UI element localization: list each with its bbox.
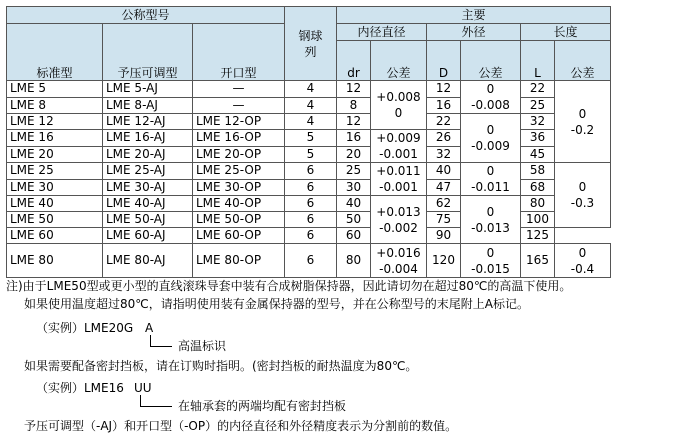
columns-cell: 6 bbox=[285, 179, 337, 196]
standard-cell: LME 5 bbox=[7, 81, 103, 98]
example-1-mark: A bbox=[145, 321, 154, 335]
aj-cell: LME 50-AJ bbox=[103, 212, 193, 228]
header-dr: dr bbox=[337, 41, 371, 81]
columns-cell: 6 bbox=[285, 196, 337, 212]
header-D: D bbox=[427, 41, 461, 81]
aj-cell: LME 60-AJ bbox=[103, 228, 193, 244]
L-cell: 68 bbox=[521, 179, 555, 196]
table-row bbox=[7, 244, 611, 278]
D-tolerance-cell: 0 -0.011 bbox=[461, 163, 521, 196]
D-tolerance-cell: 0 -0.015 bbox=[461, 244, 521, 278]
dr-cell: 8 bbox=[337, 97, 371, 114]
table-row bbox=[7, 228, 611, 244]
example-2-mark: UU bbox=[134, 381, 152, 395]
D-cell: 120 bbox=[427, 244, 461, 278]
D-cell: 62 bbox=[427, 196, 461, 212]
L-cell: 125 bbox=[521, 228, 555, 244]
standard-cell: LME 60 bbox=[7, 228, 103, 244]
D-cell: 12 bbox=[427, 81, 461, 98]
header-preload-adjustable: 予压可调型 bbox=[103, 24, 193, 81]
L-tolerance-cell: 0 -0.4 bbox=[555, 244, 611, 278]
header-L-tolerance: 公差 bbox=[555, 41, 611, 81]
dr-cell: 16 bbox=[337, 130, 371, 147]
dr-tolerance-cell: +0.008 0 bbox=[371, 81, 427, 130]
op-cell: — bbox=[193, 97, 285, 114]
standard-cell: LME 12 bbox=[7, 114, 103, 130]
aj-cell: LME 12-AJ bbox=[103, 114, 193, 130]
D-cell: 32 bbox=[427, 146, 461, 163]
table-row bbox=[7, 114, 611, 130]
dr-cell: 20 bbox=[337, 146, 371, 163]
op-cell: LME 50-OP bbox=[193, 212, 285, 228]
header-standard: 标准型 bbox=[7, 24, 103, 81]
standard-cell: LME 30 bbox=[7, 179, 103, 196]
D-tolerance-cell: 0 -0.009 bbox=[461, 114, 521, 163]
dr-cell: 12 bbox=[337, 114, 371, 130]
header-nominal-model: 公称型号 bbox=[7, 7, 285, 24]
table-row bbox=[7, 163, 611, 180]
standard-cell: LME 40 bbox=[7, 196, 103, 212]
columns-cell: 4 bbox=[285, 114, 337, 130]
example-2-label: （实例）LME16 bbox=[36, 381, 124, 395]
L-cell: 80 bbox=[521, 196, 555, 212]
table-row bbox=[7, 130, 611, 147]
header-outer-diameter: 外径 bbox=[427, 24, 521, 41]
header-main: 主要 bbox=[337, 7, 611, 24]
dr-tolerance-cell: +0.013 -0.002 bbox=[371, 196, 427, 244]
example-2-desc: 在轴承套的两端均配有密封挡板 bbox=[178, 399, 347, 413]
aj-cell: LME 30-AJ bbox=[103, 179, 193, 196]
op-cell: LME 40-OP bbox=[193, 196, 285, 212]
L-cell: 36 bbox=[521, 130, 555, 147]
header-D-tolerance: 公差 bbox=[461, 41, 521, 81]
aj-cell: LME 8-AJ bbox=[103, 97, 193, 114]
columns-cell: 4 bbox=[285, 81, 337, 98]
D-cell: 90 bbox=[427, 228, 461, 244]
example-2-leader-horizontal bbox=[140, 406, 172, 407]
dr-cell: 30 bbox=[337, 179, 371, 196]
example-1-leader-horizontal bbox=[150, 346, 172, 347]
dr-cell: 25 bbox=[337, 163, 371, 180]
L-cell: 25 bbox=[521, 97, 555, 114]
L-cell: 100 bbox=[521, 212, 555, 228]
aj-cell: LME 20-AJ bbox=[103, 146, 193, 163]
table-row bbox=[7, 146, 611, 163]
columns-cell: 5 bbox=[285, 146, 337, 163]
dr-tolerance-cell: +0.011 -0.001 bbox=[371, 163, 427, 196]
op-cell: LME 12-OP bbox=[193, 114, 285, 130]
D-cell: 16 bbox=[427, 97, 461, 114]
op-cell: LME 20-OP bbox=[193, 146, 285, 163]
L-cell: 32 bbox=[521, 114, 555, 130]
D-cell: 22 bbox=[427, 114, 461, 130]
columns-cell: 5 bbox=[285, 130, 337, 147]
aj-cell: LME 80-AJ bbox=[103, 244, 193, 278]
header-length: 长度 bbox=[521, 24, 611, 41]
columns-cell: 4 bbox=[285, 97, 337, 114]
standard-cell: LME 8 bbox=[7, 97, 103, 114]
op-cell: LME 60-OP bbox=[193, 228, 285, 244]
standard-cell: LME 20 bbox=[7, 146, 103, 163]
header-L: L bbox=[521, 41, 555, 81]
dr-cell: 40 bbox=[337, 196, 371, 212]
D-cell: 26 bbox=[427, 130, 461, 147]
L-tolerance-cell: 0 -0.2 bbox=[555, 81, 611, 163]
dr-cell: 60 bbox=[337, 228, 371, 244]
header-open-type: 开口型 bbox=[193, 24, 285, 81]
L-cell: 58 bbox=[521, 163, 555, 180]
table-row bbox=[7, 212, 611, 228]
aj-cell: LME 25-AJ bbox=[103, 163, 193, 180]
columns-cell: 6 bbox=[285, 228, 337, 244]
columns-cell: 6 bbox=[285, 212, 337, 228]
standard-cell: LME 50 bbox=[7, 212, 103, 228]
table-row bbox=[7, 179, 611, 196]
header-inscribed-diameter: 内径直径 bbox=[337, 24, 427, 41]
table-row bbox=[7, 97, 611, 114]
table-row bbox=[7, 81, 611, 98]
aj-cell: LME 5-AJ bbox=[103, 81, 193, 98]
standard-cell: LME 80 bbox=[7, 244, 103, 278]
L-cell: 22 bbox=[521, 81, 555, 98]
spec-table bbox=[6, 6, 611, 278]
header-ball-columns: 钢球 列 bbox=[285, 7, 337, 81]
table-row bbox=[7, 196, 611, 212]
D-tolerance-cell: 0 -0.013 bbox=[461, 196, 521, 244]
dr-tolerance-cell: +0.009 -0.001 bbox=[371, 130, 427, 163]
note-line-4: 予压可调型（-AJ）和开口型（-OP）的内径直径和外径精度表示为分割前的数值。 bbox=[24, 419, 458, 433]
standard-cell: LME 16 bbox=[7, 130, 103, 147]
L-cell: 45 bbox=[521, 146, 555, 163]
columns-cell: 6 bbox=[285, 163, 337, 180]
example-1-label: （实例）LME20G bbox=[36, 321, 134, 335]
L-cell: 165 bbox=[521, 244, 555, 278]
dr-tolerance-cell: +0.016 -0.004 bbox=[371, 244, 427, 278]
standard-cell: LME 25 bbox=[7, 163, 103, 180]
note-line-2: 如果使用温度超过80℃，请指明使用装有金属保持器的型号，并在公称型号的末尾附上A标记。 bbox=[24, 297, 529, 311]
note-line-1: 注)由于LME50型或更小型的直线滚珠导套中装有合成树脂保持器，因此请切勿在超过80℃的高温下使用。 bbox=[6, 279, 572, 293]
aj-cell: LME 40-AJ bbox=[103, 196, 193, 212]
dr-cell: 50 bbox=[337, 212, 371, 228]
columns-cell: 6 bbox=[285, 244, 337, 278]
op-cell: — bbox=[193, 81, 285, 98]
example-1-desc: 高温标识 bbox=[178, 339, 227, 353]
op-cell: LME 25-OP bbox=[193, 163, 285, 180]
op-cell: LME 16-OP bbox=[193, 130, 285, 147]
L-tolerance-cell: 0 -0.3 bbox=[555, 163, 611, 228]
D-cell: 75 bbox=[427, 212, 461, 228]
note-line-3: 如果需要配备密封挡板，请在订购时指明。(密封挡板的耐热温度为80℃。 bbox=[24, 359, 418, 373]
D-cell: 40 bbox=[427, 163, 461, 180]
dr-cell: 12 bbox=[337, 81, 371, 98]
D-tolerance-cell: 0 -0.008 bbox=[461, 81, 521, 114]
dr-cell: 80 bbox=[337, 244, 371, 278]
header-dr-tolerance: 公差 bbox=[371, 41, 427, 81]
aj-cell: LME 16-AJ bbox=[103, 130, 193, 147]
D-cell: 47 bbox=[427, 179, 461, 196]
op-cell: LME 80-OP bbox=[193, 244, 285, 278]
op-cell: LME 30-OP bbox=[193, 179, 285, 196]
